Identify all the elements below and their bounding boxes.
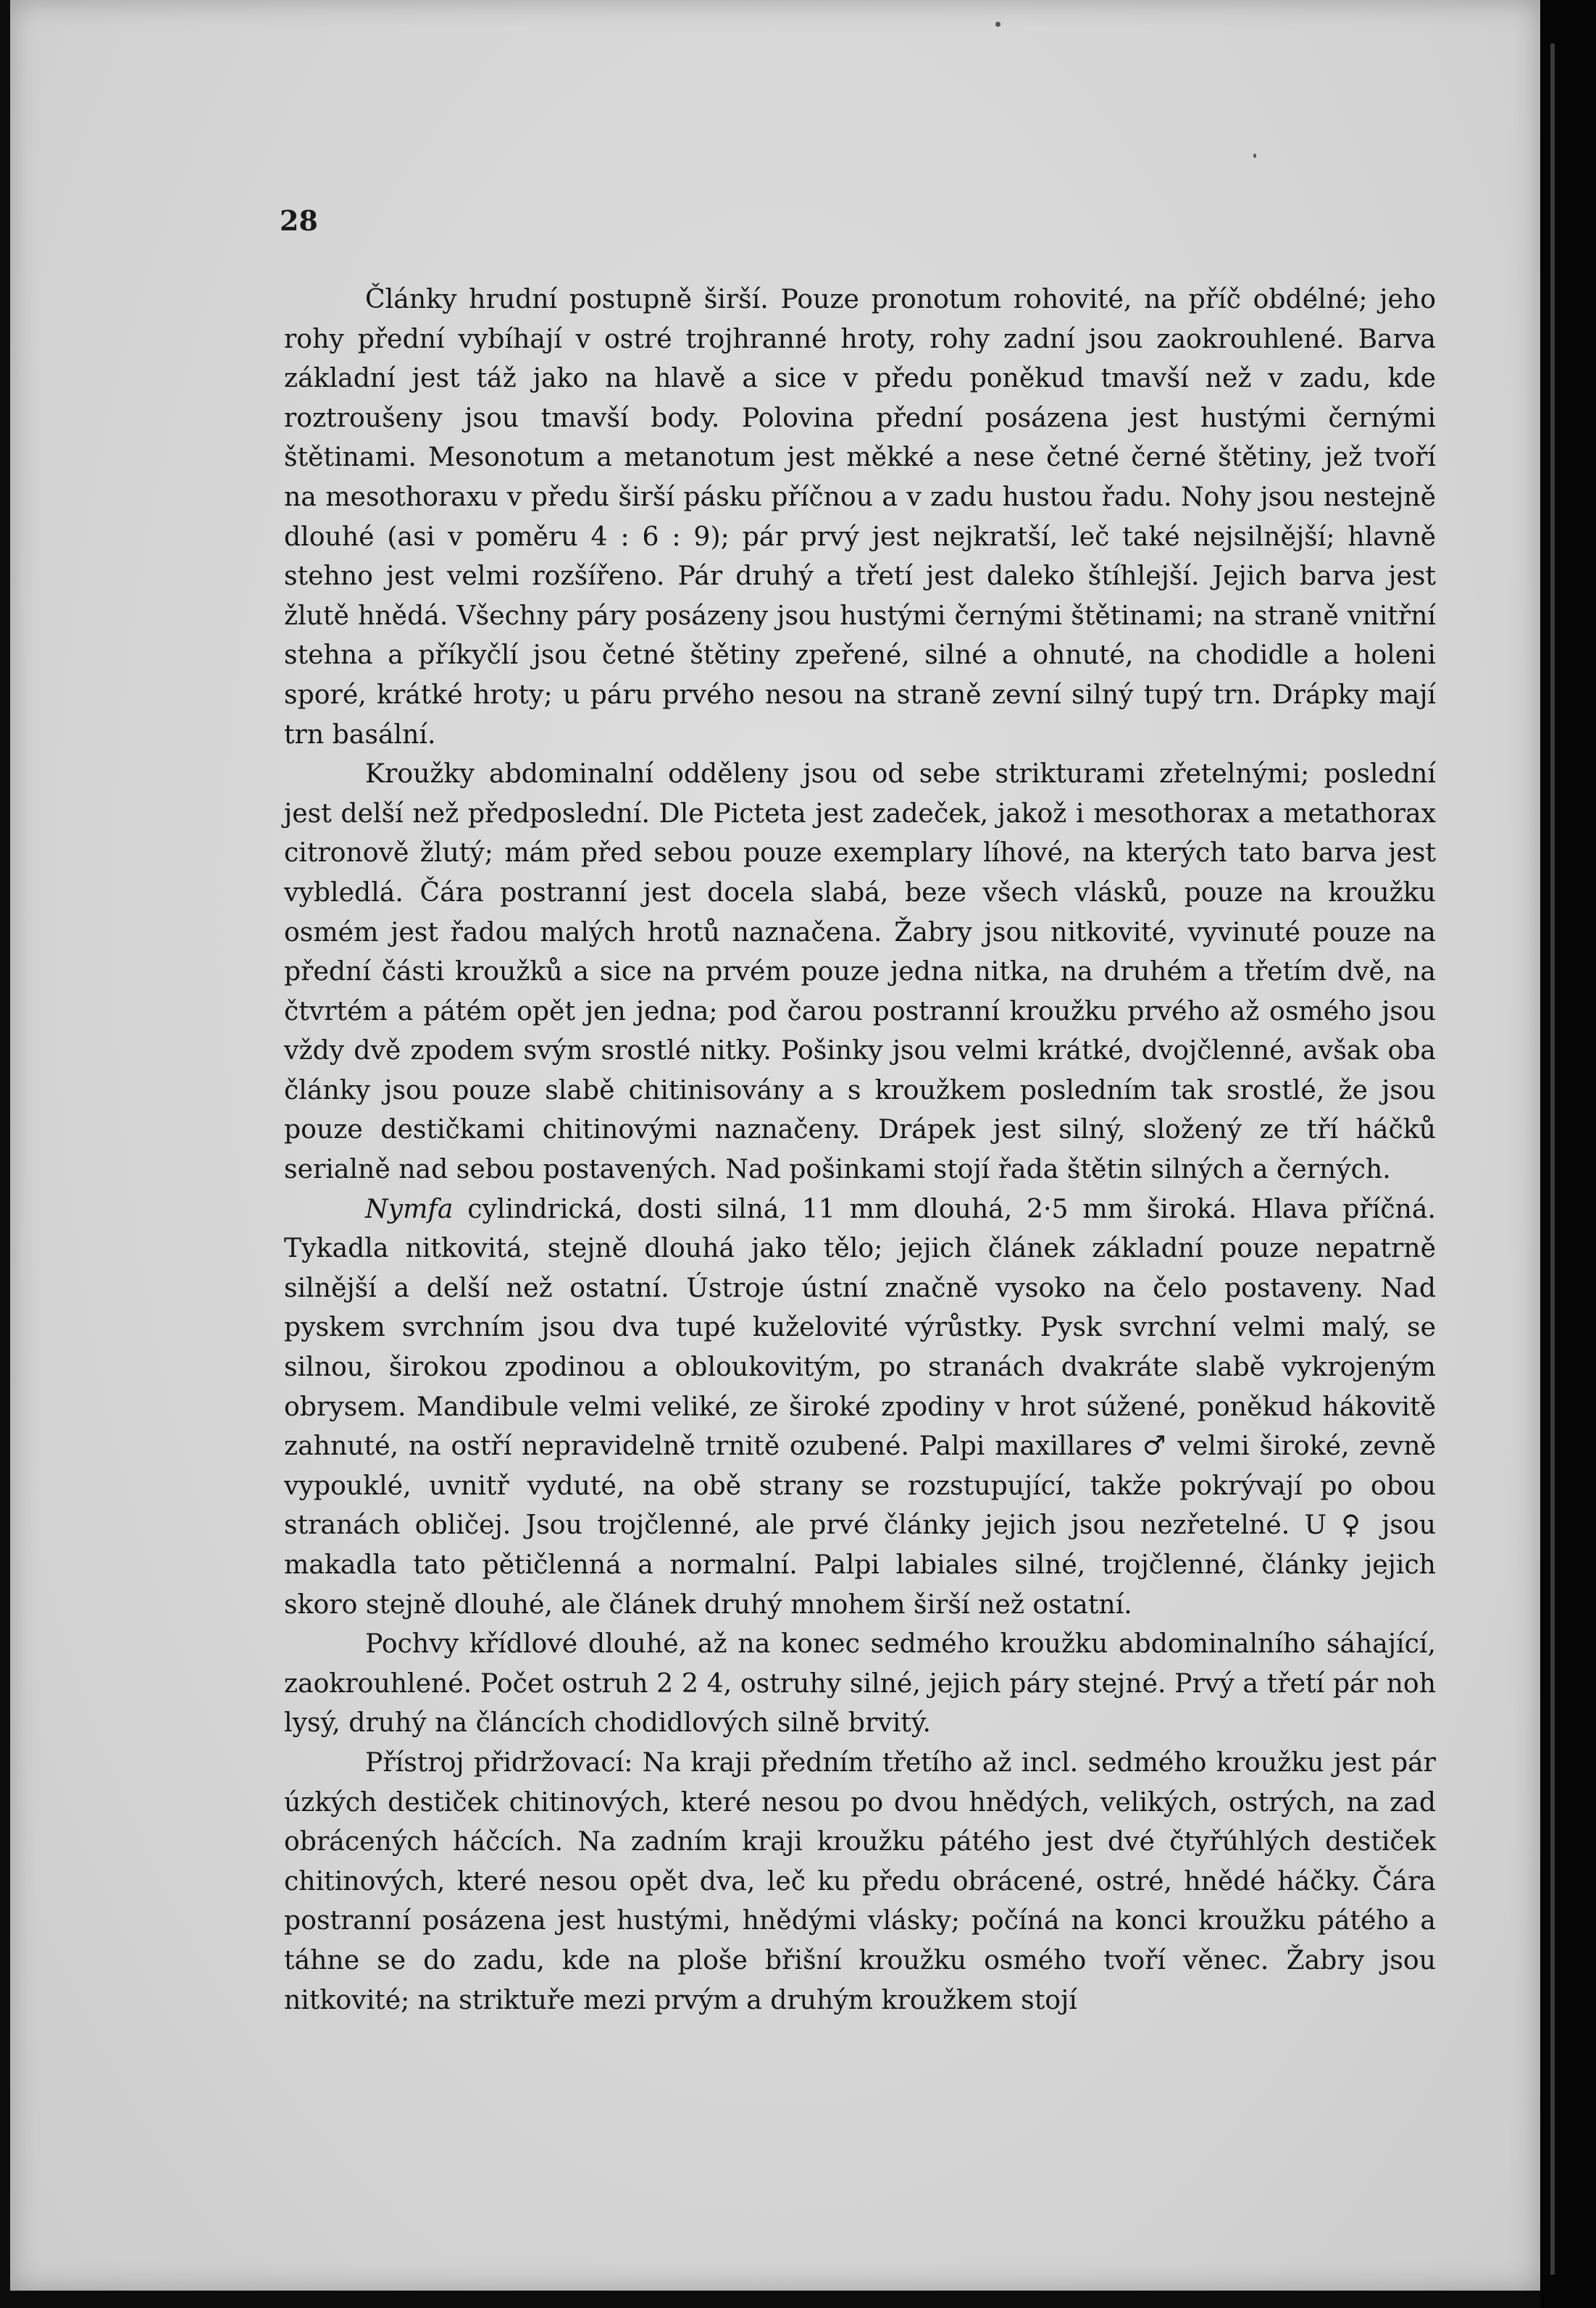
paragraph-text: Články hrudní postupně širší. Pouze pronotum rohovité, na příč obdélné; jeho rohy přední vybíhají v ostré trojhranné hroty, rohy zadní jsou zaokrouhlené. Barva základní jest táž jako na hlavě a sice v předu poněkud tmavší než v zadu, kde roztroušeny jsou tmavší body. Polovina přední posázena jest hustými černými štětinami. Mesonotum a metanotum jest měkké a nese četné černé štětiny, jež tvoří na mesothoraxu v předu širší pásku příčnou a v zadu hustou řadu. Nohy jsou nestejně dlouhé (asi v poměru 4 : 6 : 9); pár prvý jest nejkratší, leč také nejsilnější; hlavně stehno jest velmi rozšířeno. Pár druhý a třetí jest daleko štíhlejší. Jejich barva jest žlutě hnědá. Všechny páry posázeny jsou hustými černými štětinami; na straně vnitřní stehna a příkyčlí jsou četné štětiny zpeřené, silné a ohnuté, na chodidle a holeni sporé, krátké hroty; u páru prvého nesou na straně zevní silný tupý trn. Drápky mají trn basální. bbox=[284, 283, 1436, 750]
paper-speck bbox=[1253, 154, 1256, 158]
paragraph-text: Pochvy křídlové dlouhé, až na konec sedmého kroužku abdominalního sáhající, zaokrouhlené. Počet ostruh 2 2 4, ostruhy silné, jejich páry stejné. Prvý a třetí pár noh lysý, druhý na článcích chodidlových silně brvitý. bbox=[284, 1628, 1436, 1739]
page-number: 28 bbox=[280, 204, 318, 237]
paragraph-text: Kroužky abdominalní odděleny jsou od sebe strikturami zřetelnými; poslední jest delší než předposlední. Dle Picteta jest zadeček, jakož i mesothorax a metathorax citronově žlutý; mám před sebou pouze exemplary líhové, na kterých tato barva jest vybledlá. Čára postranní jest docela slabá, beze všech vlásků, pouze na kroužku osmém jest řadou malých hrotů naznačena. Žabry jsou nitkovité, vyvinuté pouze na přední části kroužků a sice na prvém pouze jedna nitka, na druhém a třetím dvě, na čtvrtém a pátém opět jen jedna; pod čarou postranní kroužku prvého až osmého jsou vždy dvě zpodem svým srostlé nitky. Pošinky jsou velmi krátké, dvojčlenné, avšak oba články jsou pouze slabě chitinisovány a s kroužkem posledním tak srostlé, že jsou pouze destičkami chitinovými naznačeny. Drápek jest silný, složený ze tří háčků serialně nad sebou postavených. Nad pošinkami stojí řada štětin silných a černých. bbox=[284, 758, 1436, 1185]
paragraph-holding-apparatus bbox=[284, 1743, 1436, 2020]
scan-border-right bbox=[1540, 0, 1596, 2308]
italic-term: Nymfa bbox=[365, 1192, 454, 1224]
paragraph-nymph bbox=[284, 1189, 1436, 1625]
paragraph-thorax bbox=[284, 280, 1436, 754]
body-text bbox=[284, 280, 1436, 2020]
paragraph-text: Přístroj přidržovací: Na kraji předním třetího až incl. sedmého kroužku jest pár úzkých destiček chitinových, které nesou po dvou hnědých, velikých, ostrých, na zad obrácených háčcích. Na zadním kraji kroužku pátého jest dvé čtyřúhlých destiček chitinových, které nesou opět dva, leč ku předu obrácené, ostré, hnědé háčky. Čára postranní posázena jest hustými, hnědými vlásky; počíná na konci kroužku pátého a táhne se do zadu, kde na ploše břišní kroužku osmého tvoří věnec. Žabry jsou nitkovité; na striktuře mezi prvým a druhým kroužkem stojí bbox=[284, 1746, 1436, 2015]
page-sheet bbox=[10, 0, 1540, 2291]
paper-speck bbox=[995, 22, 1000, 27]
paragraph-text: cylindrická, dosti silná, 11 mm dlouhá, 2·5 mm široká. Hlava příčná. Tykadla nitkovitá, stejně dlouhá jako tělo; jejich článek základní pouze nepatrně silnější a delší než ostatní. Ústroje ústní značně vysoko na čelo postaveny. Nad pyskem svrchním jsou dva tupé kuželovité výrůstky. Pysk svrchní velmi malý, se silnou, širokou zpodinou a obloukovitým, po stranách dvakráte slabě vykrojeným obrysem. Mandibule velmi veliké, ze široké zpodiny v hrot súžené, poněkud hákovitě zahnuté, na ostří nepravidelně trnitě ozubené. Palpi maxillares ♂ velmi široké, zevně vypouklé, uvnitř vyduté, na obě strany se rozstupující, takže pokrývají po obou stranách obličej. Jsou trojčlenné, ale prvé články jejich jsou nezřetelné. U ♀ jsou makadla tato pětičlenná a normalní. Palpi labiales silné, trojčlenné, články jejich skoro stejně dlouhé, ale článek druhý mnohem širší než ostatní. bbox=[284, 1192, 1436, 1620]
paragraph-wing-sheaths bbox=[284, 1624, 1436, 1743]
paragraph-abdomen bbox=[284, 754, 1436, 1189]
scan-border-line bbox=[1550, 43, 1555, 2275]
